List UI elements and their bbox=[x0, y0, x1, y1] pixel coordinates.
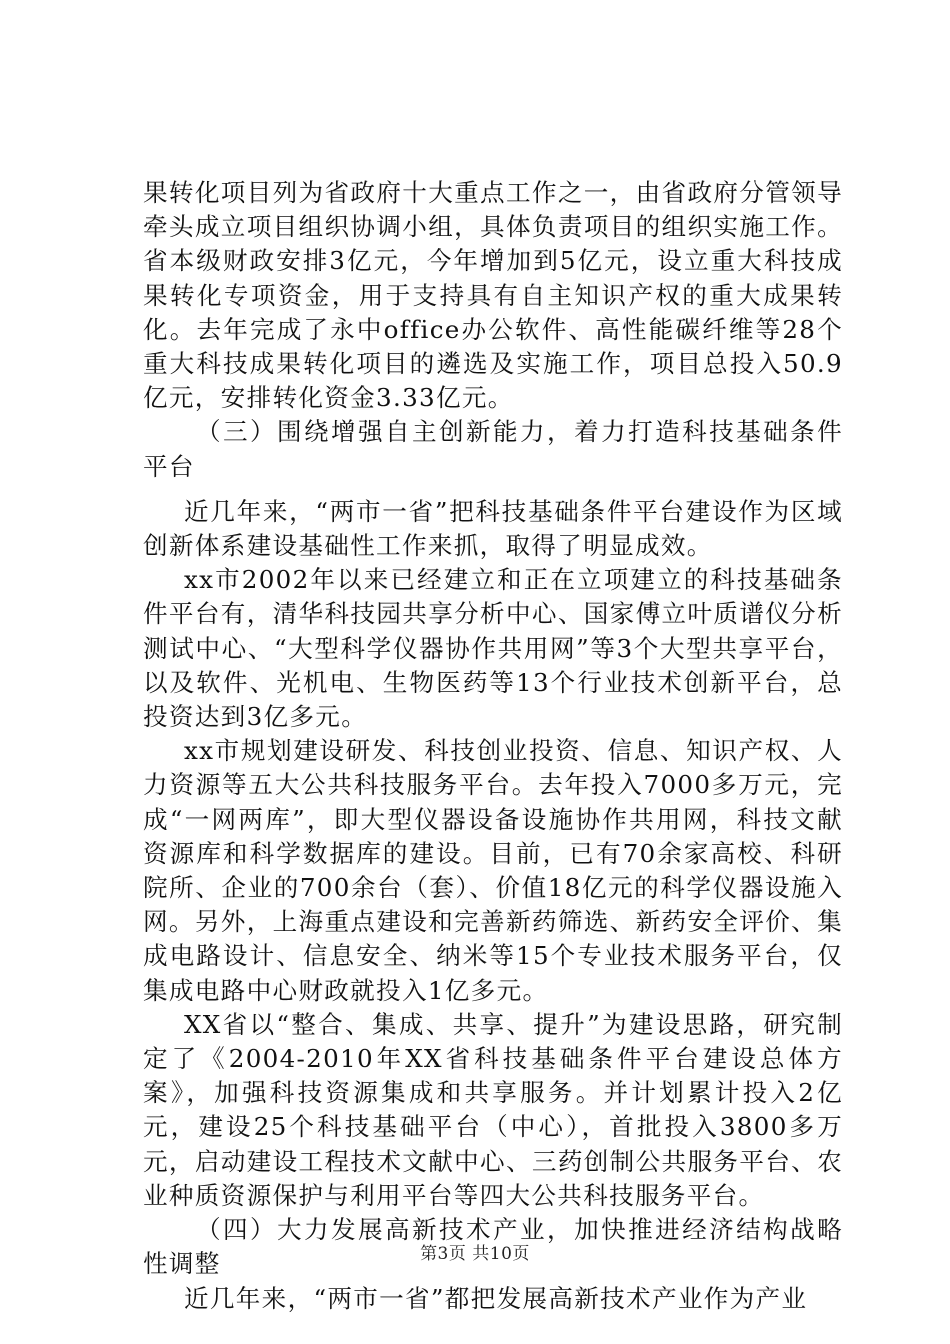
section-heading: （三）围绕增强自主创新能力，着力打造科技基础条件平台 bbox=[143, 417, 843, 481]
body-paragraph: xx市规划建设研发、科技创业投资、信息、知识产权、人力资源等五大公共科技服务平台。去年投入7000多万元，完成“一网两库”，即大型仪器设备设施协作共用网，科技文献资源库和科学数据库的建设。目前，已有70余家高校、科研院所、企业的700余台（套）、价值18亿元的科学仪器设施入网。另外，上海重点建设和完善新药筛选、新药安全评价、集成电路设计、信息安全、纳米等15个专业技术服务平台，仅集成电路中心财政就投入1亿多元。 bbox=[143, 736, 843, 1005]
section-heading: （四）大力发展高新技术产业，加快推进经济结构战略性调整 bbox=[143, 1215, 843, 1279]
body-paragraph: 果转化项目列为省政府十大重点工作之一，由省政府分管领导牵头成立项目组织协调小组，具体负责项目的组织实施工作。省本级财政安排3亿元，今年增加到5亿元，设立重大科技成果转化专项资金，用于支持具有自主知识产权的重大成果转化。去年完成了永中office办公软件、高性能碳纤维等28个重大科技成果转化项目的遴选及实施工作，项目总投入50.9亿元，安排转化资金3.33亿元。 bbox=[143, 178, 843, 413]
body-paragraph: 近几年来，“两市一省”把科技基础条件平台建设作为区域创新体系建设基础性工作来抓，取得了明显成效。 bbox=[143, 496, 843, 561]
body-paragraph: xx市2002年以来已经建立和正在立项建立的科技基础条件平台有，清华科技园共享分析中心、国家傅立叶质谱仪分析测试中心、“大型科学仪器协作共用网”等3个大型共享平台，以及软件、光机电、生物医药等13个行业技术创新平台，总投资达到3亿多元。 bbox=[143, 565, 843, 732]
document-body bbox=[143, 176, 843, 1316]
body-paragraph: 近几年来，“两市一省”都把发展高新技术产业作为产业 bbox=[184, 1283, 808, 1313]
body-paragraph: XX省以“整合、集成、共享、提升”为建设思路，研究制定了《2004-2010年XX省科技基础条件平台建设总体方案》，加强科技资源集成和共享服务。并计划累计投入2亿元，建设25个科技基础平台（中心），首批投入3800多万元，启动建设工程技术文献中心、三药创制公共服务平台、农业种质资源保护与利用平台等四大公共科技服务平台。 bbox=[143, 1009, 843, 1210]
page-number-footer: 第3页 共10页 bbox=[420, 1244, 530, 1264]
